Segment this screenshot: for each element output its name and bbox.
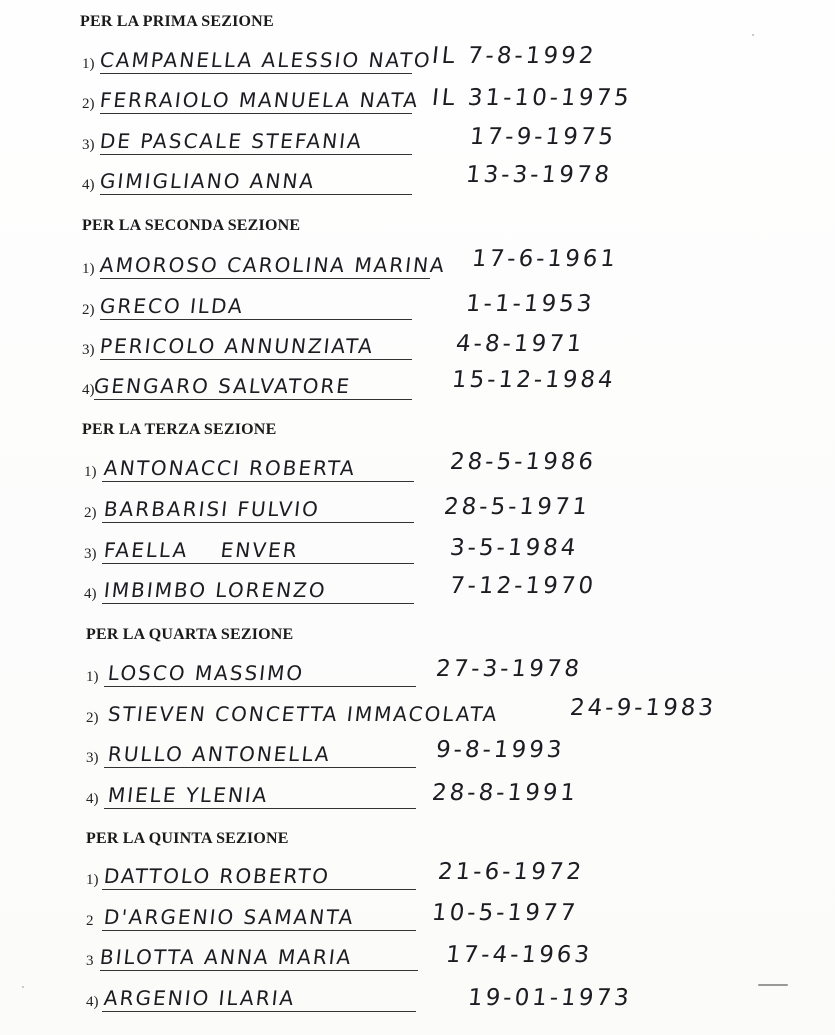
entry-name: AMOROSO CAROLINA MARINA: [98, 253, 448, 277]
entry-date: 28-5-1971: [442, 494, 592, 520]
entry-number: 1): [86, 669, 99, 685]
entry-name: MIELE YLENIA: [106, 783, 270, 807]
entry-name: IMBIMBO LORENZO: [102, 578, 328, 602]
entry-date: 24-9-1983: [568, 695, 718, 721]
underline: [104, 767, 416, 768]
entry-name: STIEVEN CONCETTA IMMACOLATA: [106, 702, 500, 726]
underline: [102, 1011, 416, 1012]
list-item: [82, 246, 835, 280]
entry-date: 10-5-1977: [430, 900, 580, 926]
list-item: [84, 535, 835, 565]
underline: [100, 970, 418, 971]
entry-date: 21-6-1972: [436, 859, 586, 885]
entry-date: 17-4-1963: [444, 942, 594, 968]
entry-name: PERICOLO ANNUNZIATA: [98, 334, 376, 358]
entry-number: 3): [84, 546, 97, 562]
list-item: [86, 658, 835, 688]
list-item: [82, 331, 835, 361]
list-item: [84, 575, 835, 605]
scan-mark: [758, 984, 788, 986]
entry-number: 1): [84, 464, 97, 480]
section-title-seconda: PER LA SECONDA SEZIONE: [82, 217, 301, 234]
list-item: [86, 942, 835, 972]
underline: [100, 154, 412, 155]
underline: [100, 319, 412, 320]
entry-name: GRECO ILDA: [98, 294, 246, 318]
entry-number: 2): [84, 505, 97, 521]
entry-date: 28-5-1986: [448, 449, 598, 475]
list-item: [86, 739, 835, 769]
entry-number: 1): [82, 261, 95, 277]
scan-speck: [22, 986, 24, 988]
entry-number: 2): [82, 302, 95, 318]
entry-number: 3): [82, 137, 95, 153]
list-item: [82, 291, 835, 321]
entry-date: 9-8-1993: [434, 737, 566, 763]
entry-number: 2: [86, 913, 94, 929]
entry-number: 4): [82, 177, 95, 193]
entry-date: 17-9-1975: [468, 124, 618, 150]
list-item: [82, 85, 835, 115]
entry-number: 1): [86, 872, 99, 888]
entry-name: GENGARO SALVATORE: [92, 374, 353, 398]
underline: [100, 194, 412, 195]
list-item: [84, 494, 835, 524]
entry-date: 13-3-1978: [464, 162, 614, 188]
underline: [94, 399, 412, 400]
entry-date: 27-3-1978: [434, 656, 584, 682]
entry-number: 2): [82, 96, 95, 112]
underline: [104, 808, 416, 809]
entry-name: ANTONACCI ROBERTA: [102, 456, 358, 480]
entry-number: 3): [82, 342, 95, 358]
entry-number: 4): [86, 791, 99, 807]
section-title-quinta: PER LA QUINTA SEZIONE: [86, 830, 289, 847]
list-item: [82, 126, 835, 156]
underline: [100, 359, 412, 360]
entry-name: LOSCO MASSIMO: [106, 661, 306, 685]
entry-number: 2): [86, 710, 99, 726]
underline: [102, 889, 416, 890]
entry-date: 17-6-1961: [470, 246, 620, 272]
list-item: [86, 695, 835, 729]
entry-name: RULLO ANTONELLA: [106, 742, 333, 766]
entry-name: FERRAIOLO MANUELA NATA: [98, 88, 421, 112]
list-item: [86, 780, 835, 810]
underline: [100, 113, 412, 114]
entry-date: 28-8-1991: [430, 780, 580, 806]
entry-name: BILOTTA ANNA MARIA: [98, 945, 354, 969]
entry-name: DATTOLO ROBERTO: [102, 864, 332, 888]
entry-number: 4): [84, 586, 97, 602]
entry-date: 15-12-1984: [450, 367, 618, 393]
list-item: [86, 861, 835, 891]
entry-name: ARGENIO ILARIA: [102, 986, 297, 1010]
entry-name: FAELLA ENVER: [102, 538, 300, 562]
underline: [102, 930, 416, 931]
entry-name: D'ARGENIO SAMANTA: [102, 905, 356, 929]
entry-number: 3: [86, 953, 94, 969]
entry-date: 1-1-1953: [464, 291, 596, 317]
list-item: [82, 367, 835, 401]
list-item: [84, 449, 835, 483]
entry-date: 7-12-1970: [448, 573, 598, 599]
entry-date: 3-5-1984: [448, 535, 580, 561]
section-title-quarta: PER LA QUARTA SEZIONE: [86, 626, 294, 643]
entry-name: DE PASCALE STEFANIA: [98, 129, 365, 153]
entry-date: IL 31-10-1975: [430, 85, 633, 111]
entry-date: 19-01-1973: [466, 985, 634, 1011]
entry-number: 3): [86, 750, 99, 766]
underline: [102, 603, 414, 604]
list-item: [82, 45, 835, 75]
entry-number: 1): [82, 56, 95, 72]
list-item: [86, 983, 835, 1013]
entry-number: 4): [82, 382, 95, 398]
underline: [102, 481, 414, 482]
section-title-prima: PER LA PRIMA SEZIONE: [80, 13, 274, 30]
underline: [104, 686, 416, 687]
entry-name: GIMIGLIANO ANNA: [98, 169, 317, 193]
scan-speck: [752, 34, 754, 36]
list-item: [82, 162, 835, 196]
entry-name: BARBARISI FULVIO: [102, 497, 322, 521]
underline: [102, 563, 414, 564]
underline: [100, 278, 430, 279]
underline: [102, 522, 414, 523]
entry-name: CAMPANELLA ALESSIO NATO: [98, 48, 433, 72]
underline: [100, 73, 412, 74]
entry-date: IL 7-8-1992: [430, 43, 598, 69]
entry-number: 4): [86, 994, 99, 1010]
list-item: [86, 902, 835, 932]
section-title-terza: PER LA TERZA SEZIONE: [82, 421, 277, 438]
entry-date: 4-8-1971: [454, 331, 586, 357]
